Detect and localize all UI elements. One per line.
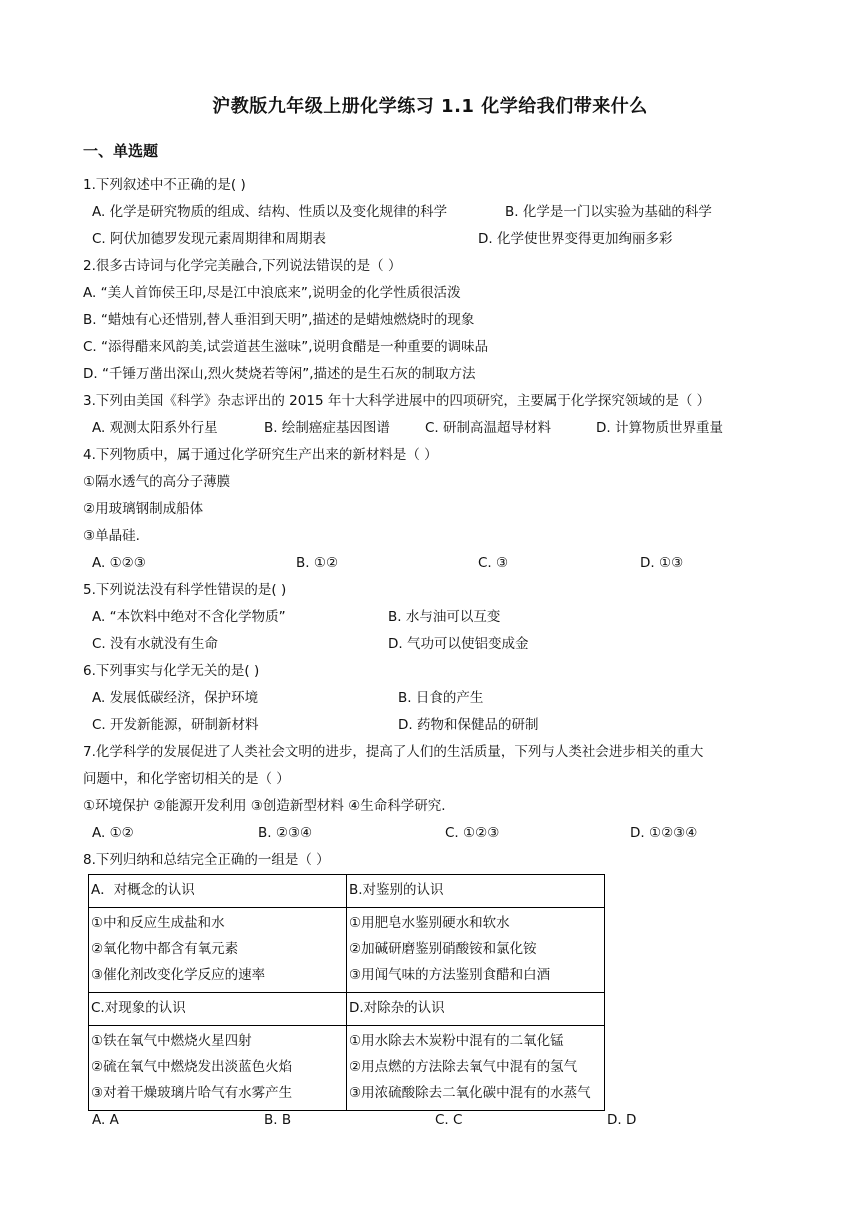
question-1-option-c[interactable]: C. 阿伏加德罗发现元素周期律和周期表	[92, 231, 327, 247]
table-item: ②加碱研磨鉴别硝酸铵和氯化铵	[349, 941, 537, 957]
question-6-option-c[interactable]: C. 开发新能源，研制新材料	[92, 717, 259, 733]
question-5-option-c[interactable]: C. 没有水就没有生命	[92, 636, 219, 652]
question-2-option-a[interactable]: A. “美人首饰侯王印,尽是江中浪底来”,说明金的化学性质很活泼	[83, 285, 461, 301]
question-1-option-a[interactable]: A. 化学是研究物质的组成、结构、性质以及变化规律的科学	[92, 204, 448, 220]
table-item: ②氧化物中都含有氧元素	[91, 941, 239, 957]
question-3-option-b[interactable]: B. 绘制癌症基因图谱	[264, 420, 390, 436]
table-item: ③用闻气味的方法鉴别食醋和白酒	[349, 967, 551, 983]
question-6-stem: 6.下列事实与化学无关的是( )	[83, 663, 260, 679]
question-5-stem: 5.下列说法没有科学性错误的是( )	[83, 582, 287, 598]
question-6-option-d[interactable]: D. 药物和保健品的研制	[398, 717, 539, 733]
question-4-stem: 4.下列物质中，属于通过化学研究生产出来的新材料是（ ）	[83, 447, 438, 463]
question-3-option-d[interactable]: D. 计算物质世界重量	[596, 420, 723, 436]
question-7-option-a[interactable]: A. ①②	[92, 825, 134, 841]
table-item: ③用浓硫酸除去二氧化碳中混有的水蒸气	[349, 1085, 591, 1101]
question-3-stem: 3.下列由美国《科学》杂志评出的 2015 年十大科学进展中的四项研究，主要属于化学探究领域的是（ ）	[83, 393, 711, 409]
question-4-option-d[interactable]: D. ①③	[640, 555, 684, 571]
table-item: ③催化剂改变化学反应的速率	[91, 967, 266, 983]
question-7-items: ①环境保护 ②能源开发利用 ③创造新型材料 ④生命科学研究.	[83, 798, 446, 814]
table-item: ①铁在氧气中燃烧火星四射	[91, 1033, 252, 1049]
table-item: ①中和反应生成盐和水	[91, 915, 225, 931]
table-cell-a-head: A．对概念的认识	[89, 875, 347, 908]
table-cell-b-body	[347, 908, 605, 993]
question-8-table	[88, 874, 605, 1111]
question-7-option-c[interactable]: C. ①②③	[445, 825, 500, 841]
question-5-option-d[interactable]: D. 气功可以使铝变成金	[388, 636, 529, 652]
section-heading: 一、单选题	[83, 142, 159, 160]
question-1-option-d[interactable]: D. 化学使世界变得更加绚丽多彩	[478, 231, 673, 247]
table-cell-a-body	[89, 908, 347, 993]
question-4-option-b[interactable]: B. ①②	[296, 555, 339, 571]
table-cell-c-body	[89, 1026, 347, 1111]
table-cell-c-head: C.对现象的认识	[89, 993, 347, 1026]
question-3-option-c[interactable]: C. 研制高温超导材料	[425, 420, 552, 436]
table-item: ①用肥皂水鉴别硬水和软水	[349, 915, 510, 931]
question-8-option-d[interactable]: D. D	[607, 1112, 637, 1128]
question-3-option-a[interactable]: A. 观测太阳系外行星	[92, 420, 218, 436]
question-7-option-b[interactable]: B. ②③④	[258, 825, 313, 841]
question-7-option-d[interactable]: D. ①②③④	[630, 825, 698, 841]
question-5-option-b[interactable]: B. 水与油可以互变	[388, 609, 501, 625]
question-5-option-a[interactable]: A. “本饮料中绝对不含化学物质”	[92, 609, 286, 625]
table-cell-d-head: D.对除杂的认识	[347, 993, 605, 1026]
table-item: ②硫在氧气中燃烧发出淡蓝色火焰	[91, 1059, 293, 1075]
table-cell-b-head: B.对鉴别的认识	[347, 875, 605, 908]
question-8-option-c[interactable]: C. C	[435, 1112, 463, 1128]
question-7-stem-line-2: 问题中，和化学密切相关的是（ ）	[83, 771, 290, 787]
question-6-option-b[interactable]: B. 日食的产生	[398, 690, 484, 706]
table-item: ②用点燃的方法除去氧气中混有的氢气	[349, 1059, 578, 1075]
question-8-option-b[interactable]: B. B	[264, 1112, 292, 1128]
question-2-option-c[interactable]: C. “添得醋来风韵美,试尝道甚生滋味”,说明食醋是一种重要的调味品	[83, 339, 489, 355]
page-title: 沪教版九年级上册化学练习 1.1 化学给我们带来什么	[212, 96, 648, 117]
table-item: ③对着干燥玻璃片哈气有水雾产生	[91, 1085, 293, 1101]
question-4-option-a[interactable]: A. ①②③	[92, 555, 146, 571]
question-8-stem: 8.下列归纳和总结完全正确的一组是（ ）	[83, 852, 330, 868]
question-4-item-3: ③单晶硅.	[83, 528, 140, 544]
question-4-item-1: ①隔水透气的高分子薄膜	[83, 474, 231, 490]
question-2-option-b[interactable]: B. “蜡烛有心还惜别,替人垂泪到天明”,描述的是蜡烛燃烧时的现象	[83, 312, 475, 328]
question-4-option-c[interactable]: C. ③	[478, 555, 509, 571]
question-4-item-2: ②用玻璃钢制成船体	[83, 501, 204, 517]
question-1-option-b[interactable]: B. 化学是一门以实验为基础的科学	[505, 204, 712, 220]
question-2-option-d[interactable]: D. “千锤万凿出深山,烈火焚烧若等闲”,描述的是生石灰的制取方法	[83, 366, 476, 382]
table-item: ①用水除去木炭粉中混有的二氧化锰	[349, 1033, 564, 1049]
question-6-option-a[interactable]: A. 发展低碳经济，保护环境	[92, 690, 259, 706]
question-1-stem: 1.下列叙述中不正确的是( )	[83, 177, 246, 193]
question-8-option-a[interactable]: A. A	[92, 1112, 119, 1128]
question-7-stem-line-1: 7.化学科学的发展促进了人类社会文明的进步，提高了人们的生活质量，下列与人类社会进步相关的重大	[83, 744, 704, 760]
table-cell-d-body	[347, 1026, 605, 1111]
question-2-stem: 2.很多古诗词与化学完美融合,下列说法错误的是（ ）	[83, 258, 402, 274]
